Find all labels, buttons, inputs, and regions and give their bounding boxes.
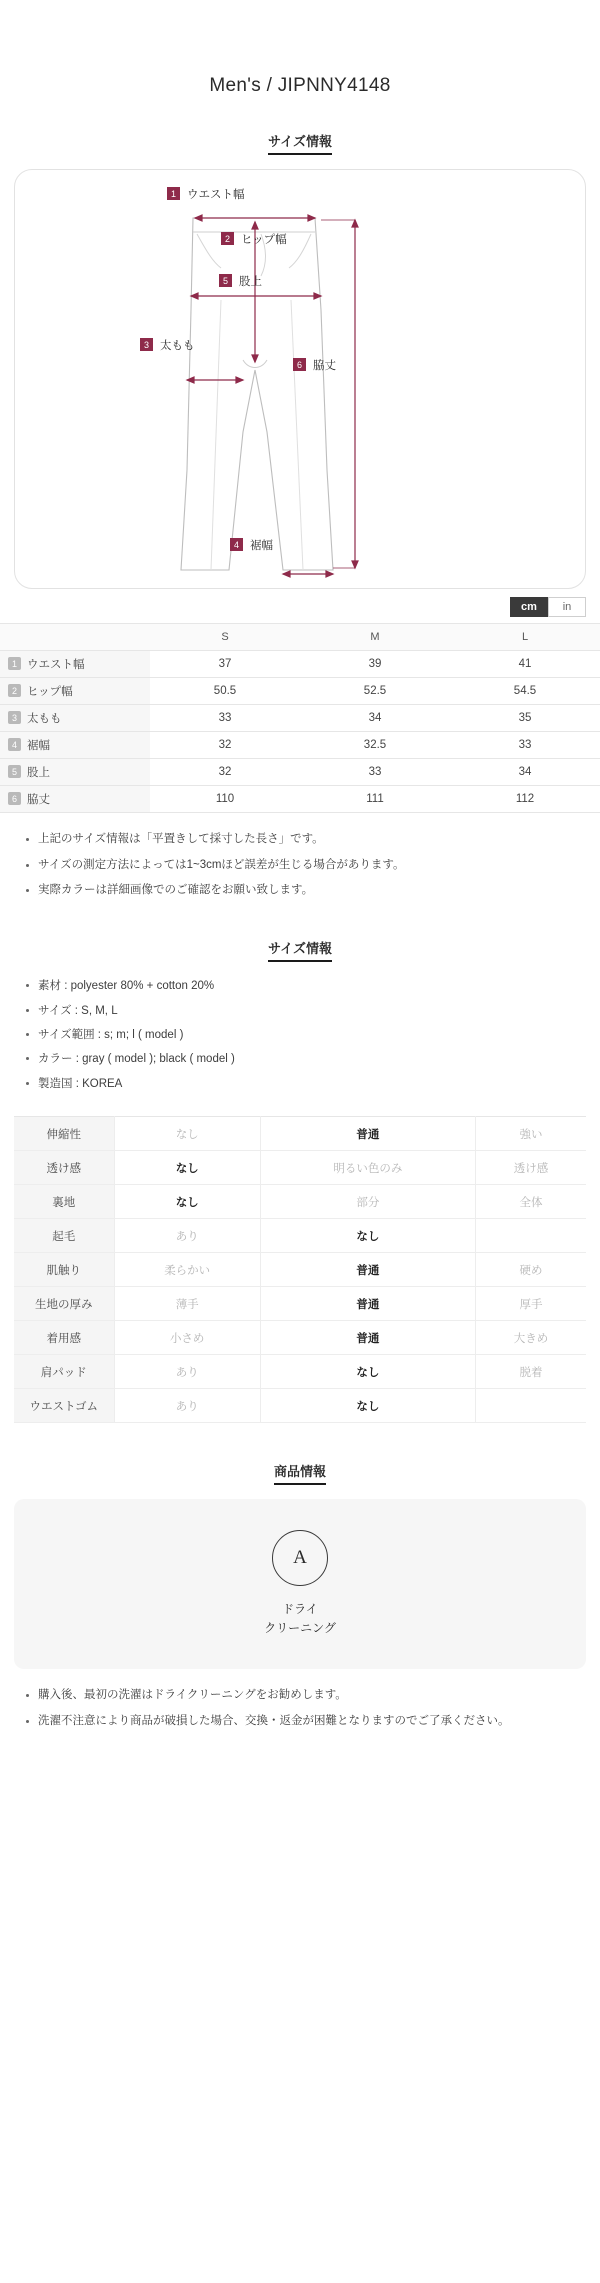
attr-option: あり <box>114 1355 260 1389</box>
size-notes-list <box>0 827 600 904</box>
size-table-col-l: L <box>450 623 600 650</box>
size-info-heading <box>0 131 600 155</box>
row-label-text: 脇丈 <box>27 793 50 806</box>
care-label-line2: クリーニング <box>264 1621 336 1636</box>
spec-heading <box>0 938 600 962</box>
size-cell-sidelength-l: 112 <box>450 785 600 812</box>
size-row-label-hip <box>0 677 150 704</box>
bottom-spacer <box>0 1735 600 1761</box>
size-cell-hem-l: 33 <box>450 731 600 758</box>
size-cell-sidelength-m: 111 <box>300 785 450 812</box>
svg-text:太もも: 太もも <box>160 339 195 352</box>
size-table-col-s: S <box>150 623 300 650</box>
care-instruction-box <box>14 1499 586 1669</box>
row-number-badge: 1 <box>8 657 21 670</box>
table-row <box>0 785 600 812</box>
attr-option <box>475 1219 586 1253</box>
list-item: サイズ : S, M, L <box>26 999 578 1023</box>
svg-text:脇丈: 脇丈 <box>313 359 336 372</box>
unit-cm-button[interactable]: cm <box>510 597 548 617</box>
row-number-badge: 4 <box>8 738 21 751</box>
attr-label-thickness: 生地の厚み <box>14 1287 114 1321</box>
attr-option-selected: 普通 <box>260 1253 475 1287</box>
table-row <box>14 1355 586 1389</box>
size-cell-sidelength-s: 110 <box>150 785 300 812</box>
attr-option: 柔らかい <box>114 1253 260 1287</box>
table-row <box>14 1321 586 1355</box>
attr-option-selected: なし <box>260 1355 475 1389</box>
size-table-header-row <box>0 623 600 650</box>
table-row <box>14 1253 586 1287</box>
attr-option: 小さめ <box>114 1321 260 1355</box>
table-row <box>14 1151 586 1185</box>
svg-text:5: 5 <box>222 275 229 286</box>
unit-toggle[interactable] <box>0 597 586 617</box>
attr-option-selected: なし <box>114 1151 260 1185</box>
size-cell-hem-m: 32.5 <box>300 731 450 758</box>
attr-label-shoulderpad: 肩パッド <box>14 1355 114 1389</box>
attr-option: 部分 <box>260 1185 475 1219</box>
attr-label-fit: 着用感 <box>14 1321 114 1355</box>
product-info-heading <box>0 1461 600 1485</box>
table-row <box>14 1389 586 1423</box>
list-item: 製造国 : KOREA <box>26 1072 578 1096</box>
spec-heading-text: サイズ情報 <box>268 938 332 962</box>
row-label-text: 裾幅 <box>27 739 50 752</box>
table-row <box>14 1219 586 1253</box>
attr-option: 脱着 <box>475 1355 586 1389</box>
size-cell-rise-s: 32 <box>150 758 300 785</box>
diagram-label-2 <box>221 232 287 246</box>
svg-text:股上: 股上 <box>239 275 262 288</box>
attr-label-touch: 肌触り <box>14 1253 114 1287</box>
attr-option-selected: 普通 <box>260 1321 475 1355</box>
attr-option-selected: 普通 <box>260 1287 475 1321</box>
table-row <box>0 758 600 785</box>
list-item: 素材 : polyester 80% + cotton 20% <box>26 974 578 998</box>
table-row <box>0 650 600 677</box>
list-item: 実際カラーは詳細画像でのご確認をお願い致します。 <box>26 878 578 904</box>
size-cell-waist-l: 41 <box>450 650 600 677</box>
care-notes-list <box>0 1683 600 1735</box>
attr-option-selected: なし <box>260 1219 475 1253</box>
attr-option: 大きめ <box>475 1321 586 1355</box>
care-label-line1: ドライ <box>282 1601 318 1616</box>
attr-label-brushed: 起毛 <box>14 1219 114 1253</box>
list-item: サイズ範囲 : s; m; l ( model ) <box>26 1023 578 1047</box>
unit-inch-button[interactable]: in <box>548 597 586 617</box>
attr-label-sheerness: 透け感 <box>14 1151 114 1185</box>
row-number-badge: 2 <box>8 684 21 697</box>
attr-option: 厚手 <box>475 1287 586 1321</box>
attr-option: 全体 <box>475 1185 586 1219</box>
size-cell-waist-m: 39 <box>300 650 450 677</box>
table-row <box>14 1287 586 1321</box>
page-title: Men's / JIPNNY4148 <box>209 74 391 96</box>
table-row <box>0 677 600 704</box>
size-cell-hip-m: 52.5 <box>300 677 450 704</box>
list-item: カラー : gray ( model ); black ( model ) <box>26 1047 578 1071</box>
size-cell-hem-s: 32 <box>150 731 300 758</box>
row-number-badge: 3 <box>8 711 21 724</box>
dry-clean-icon <box>272 1530 328 1586</box>
diagram-label-1 <box>167 187 245 201</box>
attr-option <box>475 1389 586 1423</box>
size-cell-hip-s: 50.5 <box>150 677 300 704</box>
row-number-badge: 6 <box>8 792 21 805</box>
svg-text:6: 6 <box>296 359 303 370</box>
size-cell-rise-m: 33 <box>300 758 450 785</box>
attr-option: あり <box>114 1219 260 1253</box>
row-label-text: 股上 <box>27 766 50 779</box>
table-row <box>0 704 600 731</box>
diagram-label-4 <box>230 538 273 552</box>
size-row-label-sidelength <box>0 785 150 812</box>
size-table-col-blank <box>0 623 150 650</box>
size-cell-thigh-m: 34 <box>300 704 450 731</box>
row-label-text: 太もも <box>27 712 62 725</box>
size-cell-thigh-l: 35 <box>450 704 600 731</box>
size-table <box>0 623 600 813</box>
dry-clean-icon-letter: A <box>293 1546 307 1568</box>
table-row <box>0 731 600 758</box>
size-row-label-waist <box>0 650 150 677</box>
svg-text:1: 1 <box>170 188 177 199</box>
attribute-table <box>14 1116 586 1423</box>
size-row-label-rise <box>0 758 150 785</box>
care-label <box>264 1600 336 1638</box>
attr-label-waistelastic: ウエストゴム <box>14 1389 114 1423</box>
svg-text:3: 3 <box>143 339 150 350</box>
attr-option: あり <box>114 1389 260 1423</box>
row-label-text: ウエスト幅 <box>27 658 85 671</box>
attr-option-selected: 普通 <box>260 1117 475 1151</box>
attr-option-selected: なし <box>260 1389 475 1423</box>
product-detail-page <box>0 13 600 1761</box>
diagram-label-5 <box>219 274 262 288</box>
attr-option: 強い <box>475 1117 586 1151</box>
diagram-label-6 <box>293 358 336 372</box>
size-info-heading-text: サイズ情報 <box>268 131 332 155</box>
table-row <box>14 1185 586 1219</box>
attr-option: 透け感 <box>475 1151 586 1185</box>
svg-text:2: 2 <box>224 233 231 244</box>
pants-measurement-diagram <box>15 170 586 588</box>
attr-option-selected: なし <box>114 1185 260 1219</box>
attr-option: 明るい色のみ <box>260 1151 475 1185</box>
list-item: 購入後、最初の洗濯はドライクリーニングをお勧めします。 <box>26 1683 578 1709</box>
size-table-col-m: M <box>300 623 450 650</box>
size-cell-waist-s: 37 <box>150 650 300 677</box>
size-cell-thigh-s: 33 <box>150 704 300 731</box>
attr-option: なし <box>114 1117 260 1151</box>
list-item: 上記のサイズ情報は「平置きして採寸した長さ」です。 <box>26 827 578 853</box>
size-cell-rise-l: 34 <box>450 758 600 785</box>
attr-option: 硬め <box>475 1253 586 1287</box>
list-item: 洗濯不注意により商品が破損した場合、交換・返金が困難となりますのでご了承ください。 <box>26 1709 578 1735</box>
spec-list <box>0 974 600 1096</box>
attr-label-stretch: 伸縮性 <box>14 1117 114 1151</box>
size-cell-hip-l: 54.5 <box>450 677 600 704</box>
product-info-heading-text: 商品情報 <box>274 1461 326 1485</box>
svg-text:裾幅: 裾幅 <box>250 539 273 552</box>
diagram-label-3 <box>140 338 195 352</box>
svg-text:ウエスト幅: ウエスト幅 <box>187 188 245 201</box>
attr-label-lining: 裏地 <box>14 1185 114 1219</box>
row-number-badge: 5 <box>8 765 21 778</box>
list-item: サイズの測定方法によっては1~3cmほど誤差が生じる場合があります。 <box>26 853 578 879</box>
size-diagram <box>14 169 586 589</box>
svg-text:ヒップ幅: ヒップ幅 <box>241 233 287 246</box>
table-row <box>14 1117 586 1151</box>
size-row-label-hem <box>0 731 150 758</box>
svg-text:4: 4 <box>233 539 240 550</box>
size-row-label-thigh <box>0 704 150 731</box>
row-label-text: ヒップ幅 <box>27 685 73 698</box>
attr-option: 薄手 <box>114 1287 260 1321</box>
